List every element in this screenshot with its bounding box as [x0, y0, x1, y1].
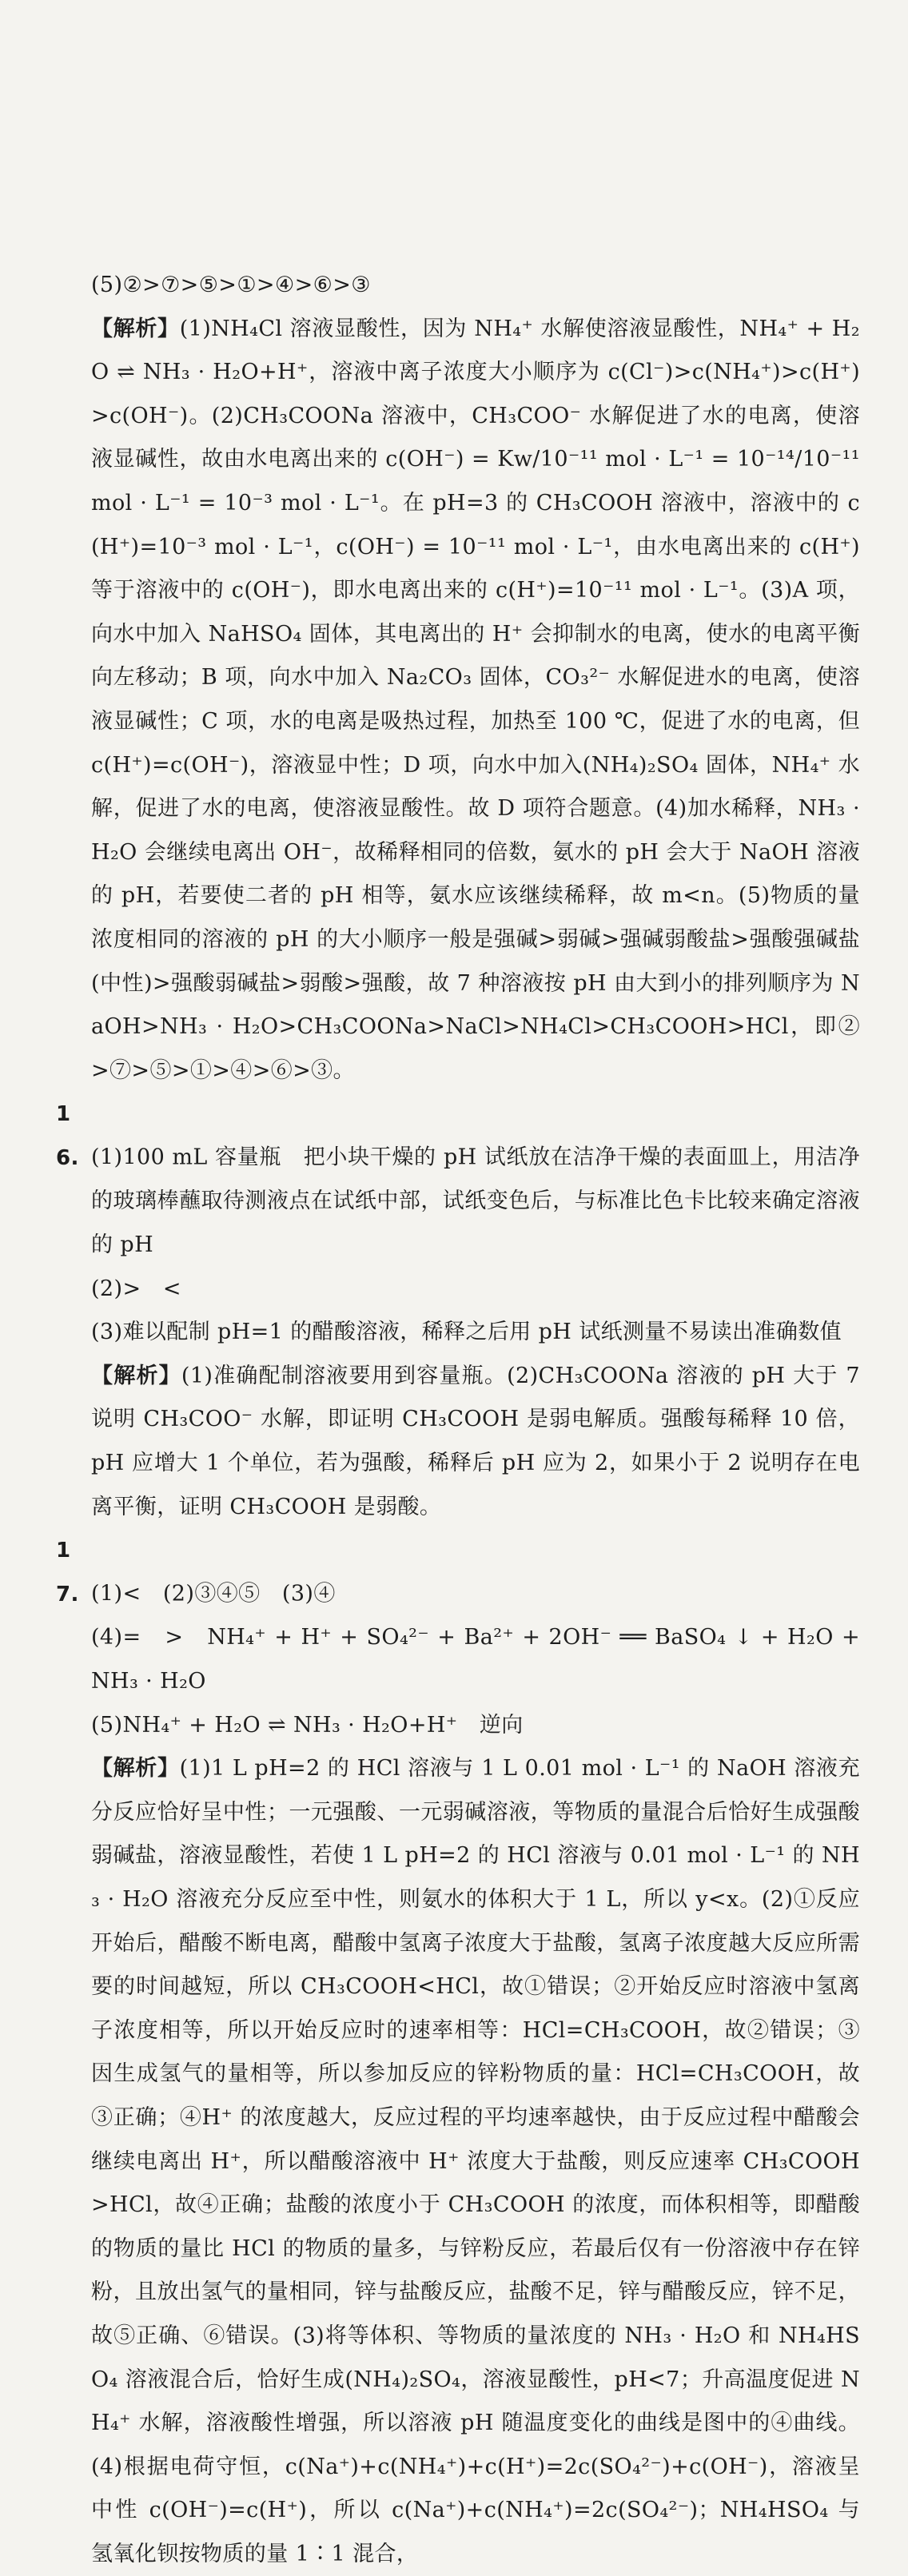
q15-analysis — [91, 308, 860, 1093]
q15-answer-5: (5)②>⑦>⑤>①>④>⑥>③ — [91, 273, 371, 297]
question-15-section — [56, 264, 860, 1093]
analysis-tag: 【解析】 — [91, 1363, 181, 1388]
analysis-text: (1)准确配制溶液要用到容量瓶。(2)CH₃COONa 溶液的 pH 大于 7 说明 CH₃COO⁻ 水解，即证明 CH₃COOH 是弱电解质。强酸每稀释 10 倍，pH 应增大 1 个单位，若为强酸，稀释后 pH 应为 2，如果小于 2 说明存在电离平衡，证明 CH₃COOH 是弱酸。 — [91, 1363, 860, 1519]
analysis-text: (1)1 L pH=2 的 HCl 溶液与 1 L 0.01 mol · L⁻¹ 的 NaOH 溶液充分反应恰好呈中性；一元强酸、一元弱碱溶液，等物质的量混合后恰好生成强酸弱碱盐，溶液显酸性，若使 1 L pH=2 的 HCl 溶液与 0.01 mol · L⁻¹ 的 NH₃ · H₂O 溶液充分反应至中性，则氨水的体积大于 1 L，所以 y<x。(2)①反应开始后，醋酸不断电离，醋酸中氢离子浓度大于盐酸，氢离子浓度越大反应所需要的时间越短，所以 CH₃COOH<HCl，故①错误；②开始反应时溶液中氢离子浓度相等，所以开始反应时的速率相等：HCl=CH₃COOH，故②错误；③因生成氢气的量相等，所以参加反应的锌粉物质的量：HCl=CH₃COOH，故③正确；④H⁺ 的浓度越大，反应过程的平均速率越快，由于反应过程中醋酸会继续电离出 H⁺，所以醋酸溶液中 H⁺ 浓度大于盐酸，则反应速率 CH₃COOH>HCl，故④正确；盐酸的浓度小于 CH₃COOH 的浓度，而体积相等，即醋酸的物质的量比 HCl 的物质的量多，与锌粉反应，若最后仅有一份溶液中存在锌粉，且放出氢气的量相同，锌与盐酸反应，盐酸不足，锌与醋酸反应，锌不足，故⑤正确、⑥错误。(3)将等体积、等物质的量浓度的 NH₃ · H₂O 和 NH₄HSO₄ 溶液混合后，恰好生成(NH₄)₂SO₄，溶液显酸性，pH<7；升高温度促进 NH₄⁺ 水解，溶液酸性增强，所以溶液 pH 随温度变化的曲线是图中的④曲线。(4)根据电荷守恒，c(Na⁺)+c(NH₄⁺)+c(H⁺)=2c(SO₄²⁻)+c(OH⁻)，溶液呈中性 c(OH⁻)=c(H⁺)，所以 c(Na⁺)+c(NH₄⁺)=2c(SO₄²⁻)；NH₄HSO₄ 与氢氧化钡按物质的量 1∶1 混合， — [91, 1756, 860, 2566]
question-17-section — [56, 1529, 860, 2576]
analysis-tag: 【解析】 — [91, 316, 180, 341]
q17-answer-4: (4)= > NH₄⁺ + H⁺ + SO₄²⁻ + Ba²⁺ + 2OH⁻ ══ BaSO₄ ↓ + H₂O + NH₃ · H₂O — [91, 1625, 860, 1694]
question-16-section — [56, 1093, 860, 1529]
question-number: 17. — [56, 1539, 79, 1607]
q16-analysis — [91, 1355, 860, 1529]
q17-answer-5: (5)NH₄⁺ + H₂O ⇌ NH₃ · H₂O+H⁺ 逆向 — [91, 1712, 524, 1738]
q16-answer-1 — [56, 1093, 860, 1267]
q16-answer-3: (3)难以配制 pH=1 的醋酸溶液，稀释之后用 pH 试纸测量不易读出准确数值 — [91, 1320, 842, 1345]
analysis-tag: 【解析】 — [91, 1756, 180, 1782]
answer-text: (1)100 mL 容量瓶 把小块干燥的 pH 试纸放在洁净干燥的表面皿上，用洁净的玻璃棒蘸取待测液点在试纸中部，试纸变色后，与标准比色卡比较来确定溶液的 pH — [91, 1145, 860, 1258]
q17-analysis — [91, 1747, 860, 2576]
q17-answer-1-3 — [56, 1529, 860, 1616]
analysis-text: (1)NH₄Cl 溶液显酸性，因为 NH₄⁺ 水解使溶液显酸性，NH₄⁺ + H₂O ⇌ NH₃ · H₂O+H⁺，溶液中离子浓度大小顺序为 c(Cl⁻)>c(NH₄⁺)>c(H⁺)>c(OH⁻)。(2)CH₃COONa 溶液中，CH₃COO⁻ 水解促进了水的电离，使溶液显碱性，故由水电离出来的 c(OH⁻) = Kw/10⁻¹¹ mol · L⁻¹ = 10⁻¹⁴/10⁻¹¹ mol · L⁻¹ = 10⁻³ mol · L⁻¹。在 pH=3 的 CH₃COOH 溶液中，溶液中的 c(H⁺)=10⁻³ mol · L⁻¹，c(OH⁻) = 10⁻¹¹ mol · L⁻¹，由水电离出来的 c(H⁺) 等于溶液中的 c(OH⁻)，即水电离出来的 c(H⁺)=10⁻¹¹ mol · L⁻¹。(3)A 项，向水中加入 NaHSO₄ 固体，其电离出的 H⁺ 会抑制水的电离，使水的电离平衡向左移动；B 项，向水中加入 Na₂CO₃ 固体，CO₃²⁻ 水解促进水的电离，使溶液显碱性；C 项，水的电离是吸热过程，加热至 100 ℃，促进了水的电离，但 c(H⁺)=c(OH⁻)，溶液显中性；D 项，向水中加入(NH₄)₂SO₄ 固体，NH₄⁺ 水解，促进了水的电离，使溶液显酸性。故 D 项符合题意。(4)加水稀释，NH₃ · H₂O 会继续电离出 OH⁻，故稀释相同的倍数，氨水的 pH 会大于 NaOH 溶液的 pH，若要使二者的 pH 相等，氨水应该继续稀释，故 m<n。(5)物质的量浓度相同的溶液的 pH 的大小顺序一般是强碱>弱碱>强碱弱酸盐>强酸强碱盐(中性)>强酸弱碱盐>弱酸>强酸，故 7 种溶液按 pH 由大到小的排列顺序为 NaOH>NH₃ · H₂O>CH₃COONa>NaCl>NH₄Cl>CH₃COOH>HCl，即②>⑦>⑤>①>④>⑥>③。 — [91, 316, 860, 1083]
answer-text: (1)< (2)③④⑤ (3)④ — [91, 1581, 336, 1607]
q16-answer-2: (2)> < — [91, 1276, 181, 1301]
question-number: 16. — [56, 1102, 79, 1170]
